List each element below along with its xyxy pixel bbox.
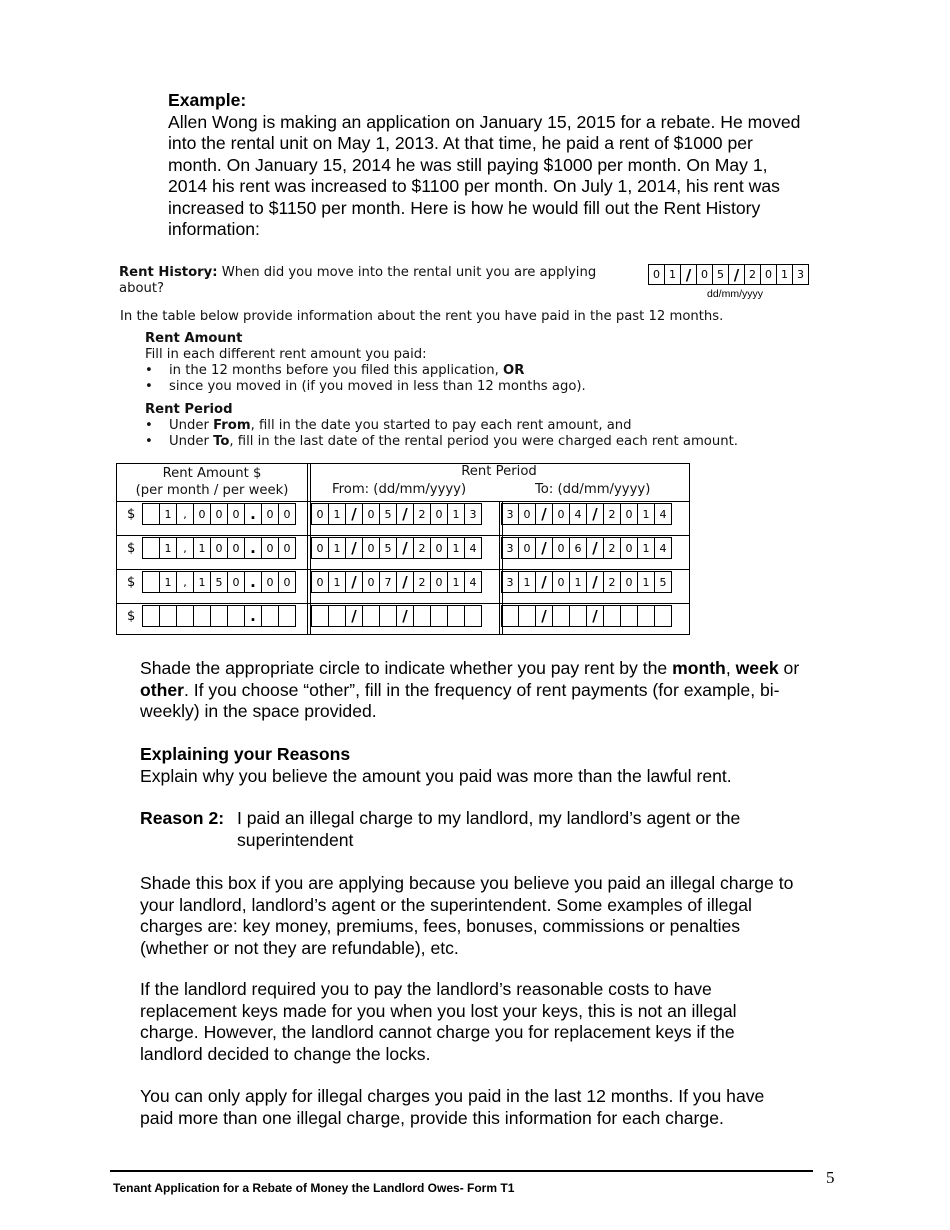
table-intro: In the table below provide information about the rent you have paid in the past 12 months. <box>120 309 724 324</box>
footer-rule <box>110 1170 813 1172</box>
from-date-digit-box <box>311 605 329 627</box>
to-date-digit-box: 0 <box>620 537 638 559</box>
from-date-digit-box: 0 <box>362 503 380 525</box>
to-date-digit-box: 3 <box>501 503 519 525</box>
amount-digit-box: , <box>176 503 194 525</box>
from-date-digit-box <box>328 605 346 627</box>
example-heading: Example: <box>168 90 247 110</box>
amount-digit-box: 1 <box>193 571 211 593</box>
example-line: increased to $1150 per month. Here is how he would fill out the Rent History <box>168 197 761 218</box>
to-date-boxes <box>502 537 672 559</box>
amount-boxes <box>143 503 296 525</box>
from-date-digit-box: 1 <box>447 537 465 559</box>
amount-digit-box: 0 <box>278 571 296 593</box>
rent-history-question <box>119 265 619 297</box>
from-date-digit-box: 3 <box>464 503 482 525</box>
from-date-digit-box: 1 <box>328 503 346 525</box>
to-date-digit-box <box>620 605 638 627</box>
date-digit-box: / <box>680 264 697 285</box>
to-date-digit-box: 1 <box>569 571 587 593</box>
reasons-heading: Explaining your Reasons <box>140 744 351 764</box>
rent-period-heading: Rent Period <box>145 402 233 417</box>
to-date-digit-box: 1 <box>637 537 655 559</box>
list-item: • in the 12 months before you filed this application, OR <box>169 363 586 379</box>
from-date-digit-box: / <box>345 537 363 559</box>
to-date-digit-box: / <box>535 571 553 593</box>
to-date-digit-box <box>552 605 570 627</box>
from-date-boxes <box>312 503 482 525</box>
list-item: • since you moved in (if you moved in less than 12 months ago). <box>169 379 586 395</box>
from-date-digit-box: / <box>396 537 414 559</box>
to-date-digit-box: / <box>535 503 553 525</box>
to-date-digit-box: 0 <box>552 571 570 593</box>
date-digit-box: 0 <box>760 264 777 285</box>
from-date-digit-box <box>379 605 397 627</box>
to-date-digit-box: 6 <box>569 537 587 559</box>
amount-digit-box: 0 <box>210 537 228 559</box>
from-date-digit-box: / <box>396 571 414 593</box>
from-date-digit-box <box>464 605 482 627</box>
to-date-digit-box: 2 <box>603 537 621 559</box>
reason-label: Reason 2: <box>140 808 225 828</box>
to-date-digit-box: 0 <box>552 503 570 525</box>
reason-text: I paid an illegal charge to my landlord, my landlord’s agent or the superintendent <box>237 808 741 850</box>
date-digit-box: 1 <box>664 264 681 285</box>
to-date-digit-box <box>501 605 519 627</box>
from-date-digit-box: 0 <box>311 503 329 525</box>
date-digit-box: 0 <box>696 264 713 285</box>
from-date-digit-box: 2 <box>413 503 431 525</box>
date-digit-box: / <box>728 264 745 285</box>
from-date-digit-box: / <box>345 605 363 627</box>
reasons-section <box>140 744 840 787</box>
from-date-digit-box: / <box>396 605 414 627</box>
from-date-digit-box: 1 <box>328 537 346 559</box>
rent-history-question-text-2: about? <box>119 281 165 296</box>
to-date-digit-box: / <box>535 605 553 627</box>
from-date-digit-box: 2 <box>413 571 431 593</box>
from-date-digit-box: 4 <box>464 537 482 559</box>
list-item: • Under From, fill in the date you started to pay each rent amount, and <box>169 418 738 434</box>
rent-amount-column-header <box>117 465 307 499</box>
example-line: 2014 his rent was increased to $1100 per month. On July 1, 2014, his rent was <box>168 176 780 196</box>
amount-boxes <box>143 605 296 627</box>
amount-digit-box: . <box>244 537 262 559</box>
amount-digit-box: , <box>176 571 194 593</box>
to-date-digit-box: / <box>586 537 604 559</box>
to-date-digit-box <box>637 605 655 627</box>
amount-digit-box <box>261 605 279 627</box>
amount-digit-box: 1 <box>159 503 177 525</box>
to-date-boxes <box>502 605 672 627</box>
currency-symbol: $ <box>127 575 136 590</box>
from-date-digit-box <box>447 605 465 627</box>
amount-digit-box: 1 <box>159 537 177 559</box>
to-date-digit-box: 5 <box>654 571 672 593</box>
date-digit-box: 5 <box>712 264 729 285</box>
example-line: month. On January 15, 2014 he was still paying $1000 per month. On May 1, <box>168 154 768 175</box>
amount-digit-box <box>210 605 228 627</box>
from-date-digit-box: 5 <box>379 537 397 559</box>
amount-boxes <box>143 537 296 559</box>
to-date-digit-box: / <box>535 537 553 559</box>
to-column-header: To: (dd/mm/yyyy) <box>535 482 651 497</box>
date-digit-box: 2 <box>744 264 761 285</box>
to-date-digit-box: 4 <box>569 503 587 525</box>
to-date-digit-box: 0 <box>552 537 570 559</box>
to-date-digit-box: / <box>586 571 604 593</box>
example-line: into the rental unit on May 1, 2013. At that time, he paid a rent of $1000 per <box>168 133 753 153</box>
amount-boxes <box>143 571 296 593</box>
from-date-digit-box: 1 <box>447 503 465 525</box>
to-date-digit-box: 0 <box>518 503 536 525</box>
from-date-boxes <box>312 537 482 559</box>
column-header: Rent Amount $ <box>162 466 262 481</box>
from-date-digit-box: 1 <box>328 571 346 593</box>
from-date-digit-box: 0 <box>430 571 448 593</box>
to-date-digit-box: 2 <box>603 571 621 593</box>
from-date-digit-box: 0 <box>311 537 329 559</box>
rent-history-label: Rent History: <box>119 265 218 280</box>
from-date-digit-box: 4 <box>464 571 482 593</box>
from-date-digit-box: 0 <box>362 571 380 593</box>
amount-digit-box: 0 <box>261 537 279 559</box>
to-date-digit-box: 1 <box>637 503 655 525</box>
from-date-digit-box: / <box>345 571 363 593</box>
date-digit-box: 0 <box>648 264 665 285</box>
currency-symbol: $ <box>127 609 136 624</box>
reasons-text: Explain why you believe the amount you paid was more than the lawful rent. <box>140 765 732 786</box>
rent-history-question-text: When did you move into the rental unit you are applying <box>217 265 597 280</box>
column-header: (per month / per week) <box>135 483 289 498</box>
amount-digit-box: . <box>244 571 262 593</box>
to-date-digit-box: 1 <box>637 571 655 593</box>
to-date-digit-box: 3 <box>501 537 519 559</box>
to-date-digit-box <box>654 605 672 627</box>
amount-digit-box <box>176 605 194 627</box>
from-date-digit-box: 5 <box>379 503 397 525</box>
from-date-digit-box: 0 <box>430 537 448 559</box>
currency-symbol: $ <box>127 541 136 556</box>
amount-digit-box: . <box>244 605 262 627</box>
from-date-digit-box: 2 <box>413 537 431 559</box>
amount-digit-box <box>142 503 160 525</box>
to-date-digit-box: 4 <box>654 503 672 525</box>
to-date-digit-box <box>518 605 536 627</box>
to-date-boxes <box>502 571 672 593</box>
rent-period-column-header: Rent Period <box>461 464 537 479</box>
from-date-digit-box: 0 <box>311 571 329 593</box>
from-date-digit-box: 7 <box>379 571 397 593</box>
amount-digit-box: 0 <box>227 503 245 525</box>
from-date-digit-box: / <box>396 503 414 525</box>
amount-digit-box <box>142 605 160 627</box>
amount-digit-box <box>278 605 296 627</box>
amount-digit-box: 0 <box>278 537 296 559</box>
amount-digit-box <box>227 605 245 627</box>
from-date-boxes <box>312 571 482 593</box>
to-date-digit-box: 2 <box>603 503 621 525</box>
currency-symbol: $ <box>127 507 136 522</box>
example-line: information: <box>168 219 260 239</box>
amount-digit-box: 5 <box>210 571 228 593</box>
to-date-digit-box: 3 <box>501 571 519 593</box>
amount-digit-box: 0 <box>193 503 211 525</box>
amount-digit-box: , <box>176 537 194 559</box>
to-date-digit-box <box>569 605 587 627</box>
amount-digit-box: 0 <box>227 537 245 559</box>
to-date-digit-box: / <box>586 503 604 525</box>
from-date-digit-box: 1 <box>447 571 465 593</box>
amount-digit-box: 0 <box>227 571 245 593</box>
amount-digit-box <box>159 605 177 627</box>
amount-digit-box <box>193 605 211 627</box>
list-item: • Under To, fill in the last date of the rental period you were charged each rent amount. <box>169 434 738 450</box>
example-line: Allen Wong is making an application on January 15, 2015 for a rebate. He moved <box>168 111 801 132</box>
amount-digit-box: 0 <box>210 503 228 525</box>
footer-title: Tenant Application for a Rebate of Money the Landlord Owes- Form T1 <box>113 1181 515 1195</box>
example-block <box>168 90 858 241</box>
from-date-digit-box <box>413 605 431 627</box>
from-date-digit-box <box>430 605 448 627</box>
to-date-digit-box: 0 <box>620 571 638 593</box>
from-date-boxes <box>312 605 482 627</box>
from-date-digit-box: 0 <box>362 537 380 559</box>
rent-amount-instructions <box>145 331 586 395</box>
amount-digit-box: 0 <box>261 571 279 593</box>
amount-digit-box <box>142 571 160 593</box>
replacement-keys-paragraph: If the landlord required you to pay the landlord’s reasonable costs to have replacement keys made for you when you lost your keys, this is not an illegal charge. However, the landlord cannot charge you for replacement keys if the landlord decided to change the locks. <box>140 979 737 1064</box>
rent-period-instructions <box>145 402 738 450</box>
from-date-digit-box: / <box>345 503 363 525</box>
from-date-digit-box: 0 <box>430 503 448 525</box>
from-column-header: From: (dd/mm/yyyy) <box>332 482 467 497</box>
rent-amount-text: Fill in each different rent amount you paid: <box>145 347 427 362</box>
to-date-digit-box <box>603 605 621 627</box>
from-date-digit-box <box>362 605 380 627</box>
date-format-hint: dd/mm/yyyy <box>707 288 764 300</box>
amount-digit-box: . <box>244 503 262 525</box>
to-date-digit-box: 0 <box>620 503 638 525</box>
date-digit-box: 3 <box>792 264 809 285</box>
to-date-digit-box: 4 <box>654 537 672 559</box>
rent-amount-heading: Rent Amount <box>145 331 243 346</box>
amount-digit-box: 1 <box>193 537 211 559</box>
time-limit-paragraph: You can only apply for illegal charges you paid in the last 12 months. If you have paid more than one illegal charge, provide this information for each charge. <box>140 1086 765 1128</box>
amount-digit-box: 1 <box>159 571 177 593</box>
move-in-date-boxes <box>649 264 809 285</box>
date-digit-box: 1 <box>776 264 793 285</box>
amount-digit-box: 0 <box>261 503 279 525</box>
illegal-charge-paragraph: Shade this box if you are applying because you believe you paid an illegal charge to your landlord, landlord’s agent or the superintendent. Some examples of illegal charges are: key money, premiums, fees, bonuses, commissions or penalties (whether or not they are refundable), etc. <box>140 873 794 958</box>
amount-digit-box: 0 <box>278 503 296 525</box>
shade-paragraph: Shade the appropriate circle to indicate whether you pay rent by the month, week or other. If you choose “other”, fill in the frequency of rent payments (for example, bi- weekly) in the space provided. <box>140 658 800 721</box>
to-date-digit-box: / <box>586 605 604 627</box>
to-date-digit-box: 0 <box>518 537 536 559</box>
amount-digit-box <box>142 537 160 559</box>
page-number: 5 <box>826 1168 835 1187</box>
to-date-boxes <box>502 503 672 525</box>
to-date-digit-box: 1 <box>518 571 536 593</box>
